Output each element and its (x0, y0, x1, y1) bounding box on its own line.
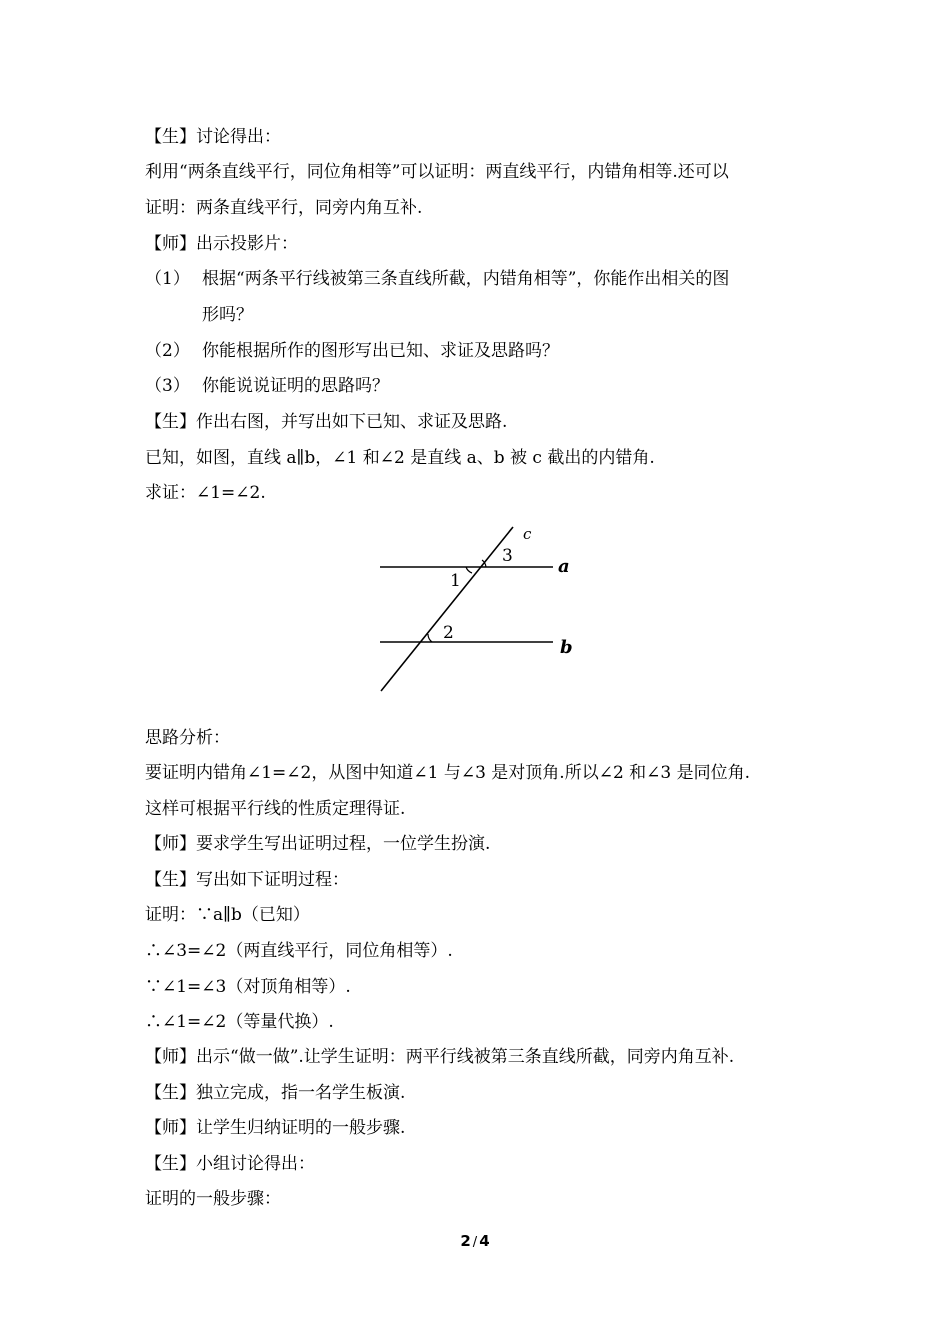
line-a-label: a (558, 556, 570, 577)
angle-2-label: 2 (443, 623, 454, 643)
item-number: （1） (145, 269, 190, 289)
text-line: ∴∠3=∠2（两直线平行，同位角相等）. (145, 941, 453, 961)
text-line: 【师】让学生归纳证明的一般步骤. (145, 1118, 406, 1138)
text-line: 这样可根据平行线的性质定理得证. (145, 799, 406, 819)
text-line: 【师】出示“做一做”.让学生证明：两平行线被第三条直线所截，同旁内角互补. (145, 1047, 735, 1067)
text-line: ∴∠1=∠2（等量代换）. (145, 1012, 334, 1032)
text-line: 【生】讨论得出： (145, 127, 281, 147)
item-number: （3） (145, 376, 190, 396)
text-line: 利用“两条直线平行，同位角相等”可以证明：两直线平行，内错角相等.还可以 (145, 162, 729, 182)
text-line: 你能说说证明的思路吗？ (202, 376, 389, 396)
angle-2-arc (428, 634, 432, 642)
text-line: 【师】出示投影片： (145, 234, 298, 254)
angle-3-label: 3 (502, 546, 513, 566)
text-line: 【师】要求学生写出证明过程，一位学生扮演. (145, 834, 491, 854)
line-b-label: b (560, 637, 573, 658)
text-line: 【生】独立完成，指一名学生板演. (145, 1083, 406, 1103)
parallel-lines-diagram (370, 520, 590, 695)
text-line: 【生】小组讨论得出： (145, 1154, 315, 1174)
text-line: 已知，如图，直线 a∥b，∠1 和∠2 是直线 a、b 被 c 截出的内错角. (145, 448, 655, 468)
text-line: 求证：∠1=∠2. (145, 483, 266, 503)
angle-1-label: 1 (450, 571, 461, 591)
text-line: 证明的一般步骤： (145, 1189, 281, 1209)
text-line: 【生】写出如下证明过程： (145, 870, 349, 890)
angle-1-arc (466, 567, 472, 573)
line-c-label: c (523, 525, 532, 543)
text-line: 形吗？ (202, 305, 253, 325)
text-line: 证明：两条直线平行，同旁内角互补. (145, 198, 423, 218)
total-pages: 4 (479, 1232, 490, 1250)
page-number (0, 1232, 950, 1250)
text-line: 根据“两条平行线被第三条直线所截，内错角相等”，你能作出相关的图 (202, 269, 730, 289)
text-line: 证明：∵a∥b（已知） (145, 905, 310, 925)
text-line: 你能根据所作的图形写出已知、求证及思路吗？ (202, 341, 559, 361)
text-line: 要证明内错角∠1=∠2，从图中知道∠1 与∠3 是对顶角.所以∠2 和∠3 是同位角. (145, 763, 751, 783)
text-line: ∵∠1=∠3（对顶角相等）. (145, 977, 351, 997)
item-number: （2） (145, 341, 190, 361)
parallel-lines-figure (370, 520, 590, 695)
text-line: 思路分析： (145, 728, 230, 748)
text-line: 【生】作出右图，并写出如下已知、求证及思路. (145, 412, 508, 432)
line-c (381, 527, 513, 691)
current-page: 2 (460, 1232, 471, 1250)
page-separator: / (472, 1235, 478, 1250)
